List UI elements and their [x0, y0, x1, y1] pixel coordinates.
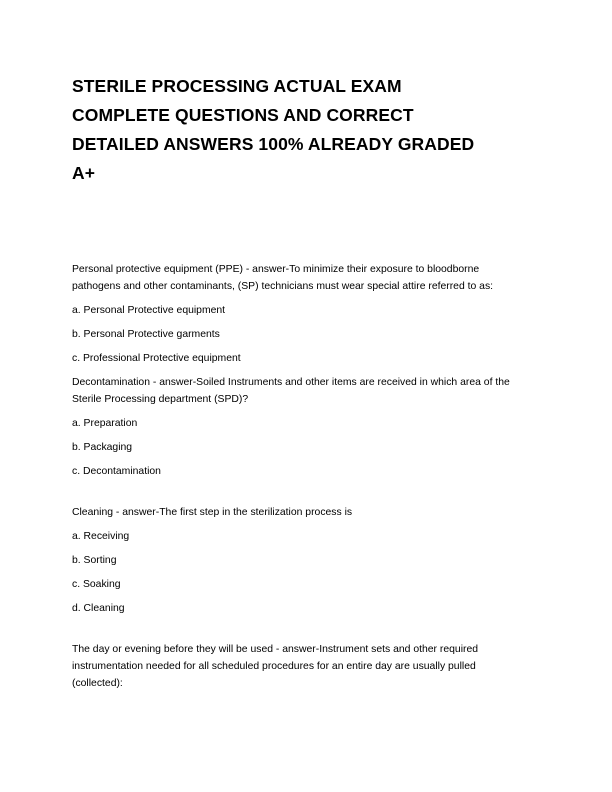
question-text: Cleaning - answer-The first step in the sterilization process is: [72, 507, 353, 518]
answer-option: b. Sorting: [72, 555, 117, 566]
question-text: (collected):: [72, 678, 123, 689]
document-title: [72, 72, 542, 188]
answer-option: a. Personal Protective equipment: [72, 305, 226, 316]
answer-option: c. Professional Protective equipment: [72, 353, 241, 364]
title-line: DETAILED ANSWERS 100% ALREADY GRADED: [72, 134, 475, 154]
question-block: [72, 261, 544, 367]
answer-option: c. Soaking: [72, 579, 121, 590]
question-block: [72, 641, 544, 692]
answer-option: c. Decontamination: [72, 466, 161, 477]
question-text: Sterile Processing department (SPD)?: [72, 394, 249, 405]
answer-option: b. Personal Protective garments: [72, 329, 220, 340]
answer-option: b. Packaging: [72, 442, 133, 453]
question-text: instrumentation needed for all scheduled procedures for an entire day are usually pulled: [72, 661, 476, 672]
answer-option: a. Preparation: [72, 418, 138, 429]
answer-option: d. Cleaning: [72, 603, 125, 614]
question-text: Personal protective equipment (PPE) - answer-To minimize their exposure to bloodborne: [72, 264, 480, 275]
questions-body: [72, 261, 544, 692]
answer-option: a. Receiving: [72, 531, 130, 542]
question-block: [72, 504, 544, 617]
question-text: pathogens and other contaminants, (SP) technicians must wear special attire referred to as:: [72, 281, 494, 292]
title-line: STERILE PROCESSING ACTUAL EXAM: [72, 76, 402, 96]
title-line: COMPLETE QUESTIONS AND CORRECT: [72, 105, 414, 125]
question-block: [72, 374, 544, 480]
question-text: Decontamination - answer-Soiled Instruments and other items are received in which area of the: [72, 377, 510, 388]
question-text: The day or evening before they will be used - answer-Instrument sets and other required: [72, 644, 479, 655]
title-line: A+: [72, 163, 96, 183]
